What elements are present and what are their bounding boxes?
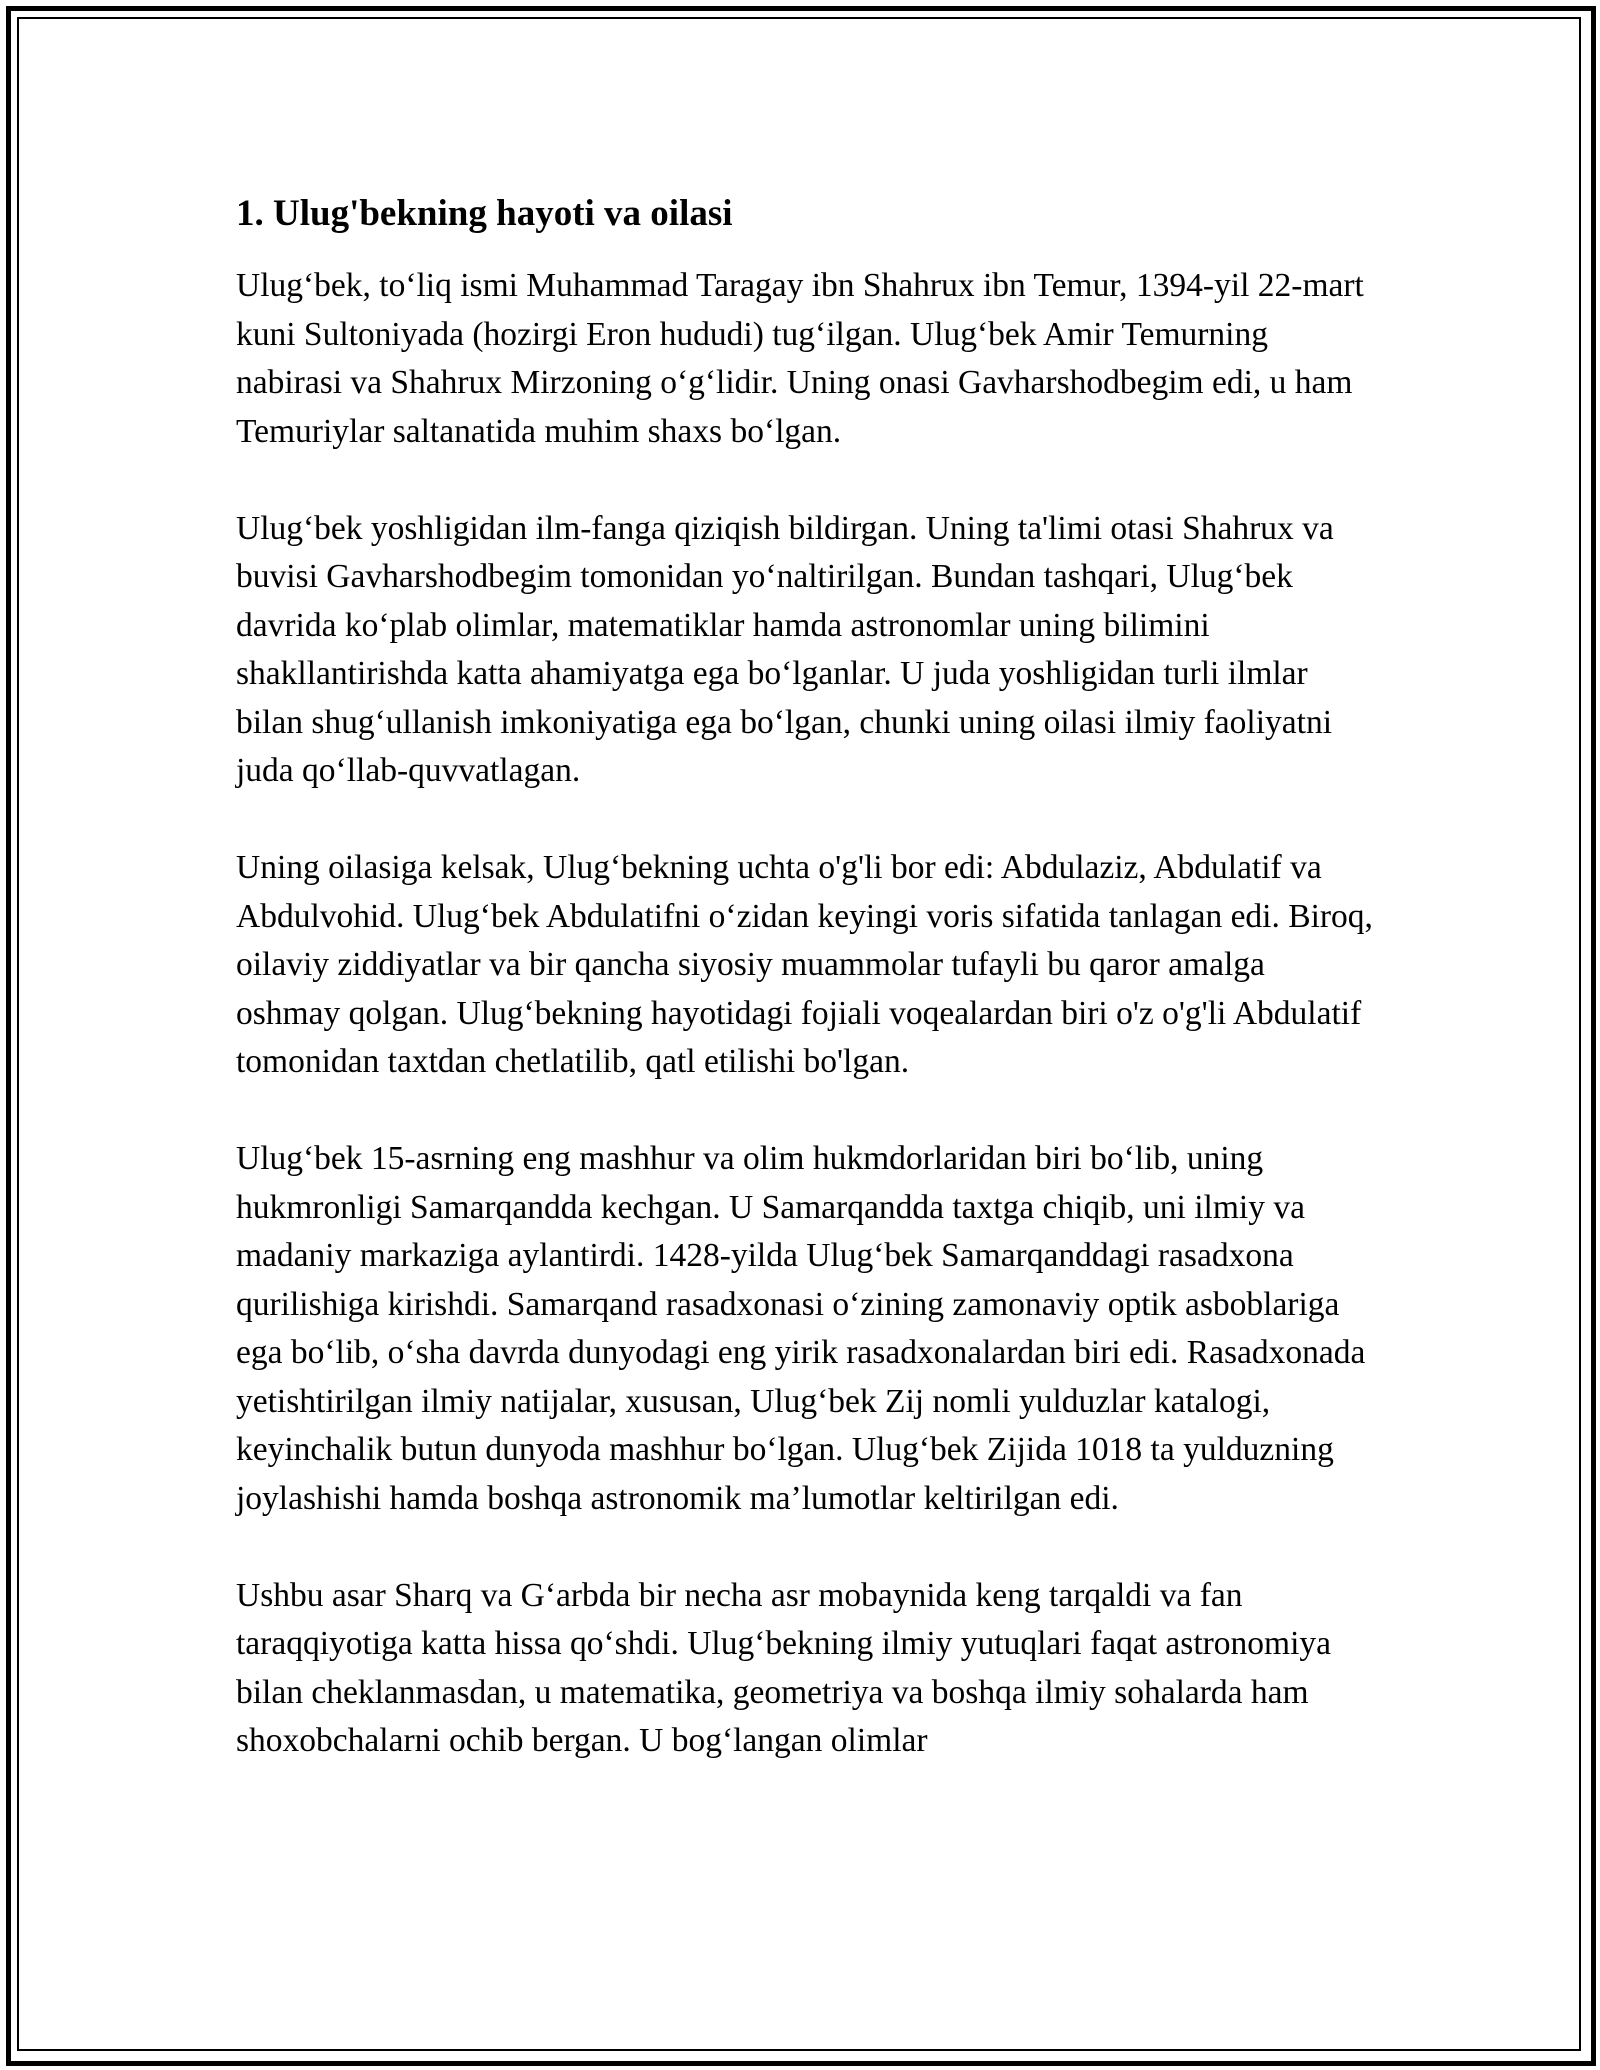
section-heading: 1. Ulug'bekning hayoti va oilasi <box>236 193 733 234</box>
paragraph-observatory: Ulug‘bek 15-asrning eng mashhur va olim hukmdorlaridan biri bo‘lib, uning hukmronligi Samarqandda kechgan. U Samarqandda taxtga chiqib, uni ilmiy va madaniy markaziga aylantirdi. 1428-yilda Ulug‘bek Samarqanddagi rasadxona qurilishiga kirishdi. Samarqand rasadxonasi o‘zining zamonaviy optik asboblariga ega bo‘lib, o‘sha davrda dunyodagi eng yirik rasadxonalardan biri edi. Rasadxonada yetishtirilgan ilmiy natijalar, xususan, Ulug‘bek Zij nomli yulduzlar katalogi, keyinchalik butun dunyoda mashhur bo‘lgan. Ulug‘bek Zijida 1018 ta yulduzning joylashishi hamda boshqa astronomik ma’lumotlar keltirilgan edi. <box>236 1140 1366 1517</box>
paragraph-birth-family: Ulug‘bek, to‘liq ismi Muhammad Taragay ibn Shahrux ibn Temur, 1394-yil 22-mart kuni Sultoniyada (hozirgi Eron hududi) tug‘ilgan. Ulug‘bek Amir Temurning nabirasi va Shahrux Mirzoning o‘g‘lidir. Uning onasi Gavharshodbegim edi, u ham Temuriylar saltanatida muhim shaxs bo‘lgan. <box>236 267 1364 450</box>
paragraph-education: Ulug‘bek yoshligidan ilm-fanga qiziqish bildirgan. Uning ta'limi otasi Shahrux va buvisi Gavharshodbegim tomonidan yo‘naltirilgan. Bundan tashqari, Ulug‘bek davrida ko‘plab olimlar, matematiklar hamda astronomlar uning bilimini shakllantirishda katta ahamiyatga ega bo‘lganlar. U juda yoshligidan turli ilmlar bilan shug‘ullanish imkoniyatiga ega bo‘lgan, chunki uning oilasi ilmiy faoliyatni juda qo‘llab-quvvatlagan. <box>236 509 1334 789</box>
paragraph-legacy: Ushbu asar Sharq va G‘arbda bir necha asr mobaynida keng tarqaldi va fan taraqqiyotiga katta hissa qo‘shdi. Ulug‘bekning ilmiy yutuqlari faqat astronomiya bilan cheklanmasdan, u matematika, geometriya va boshqa ilmiy sohalarda ham shoxobchalarni ochib bergan. U bog‘langan olimlar <box>236 1576 1332 1759</box>
paragraph-sons: Uning oilasiga kelsak, Ulug‘bekning uchta o'g'li bor edi: Abdulaziz, Abdulatif va Abdulvohid. Ulug‘bek Abdulatifni o‘zidan keyingi voris sifatida tanlagan edi. Biroq, oilaviy ziddiyatlar va bir qancha siyosiy muammolar tufayli bu qaror amalga oshmay qolgan. Ulug‘bekning hayotidagi fojiali voqealardan biri o'z o'g'li Abdulatif tomonidan taxtdan chetlatilib, qatl etilishi bo'lgan. <box>236 849 1373 1080</box>
document-body <box>236 186 1376 1814</box>
